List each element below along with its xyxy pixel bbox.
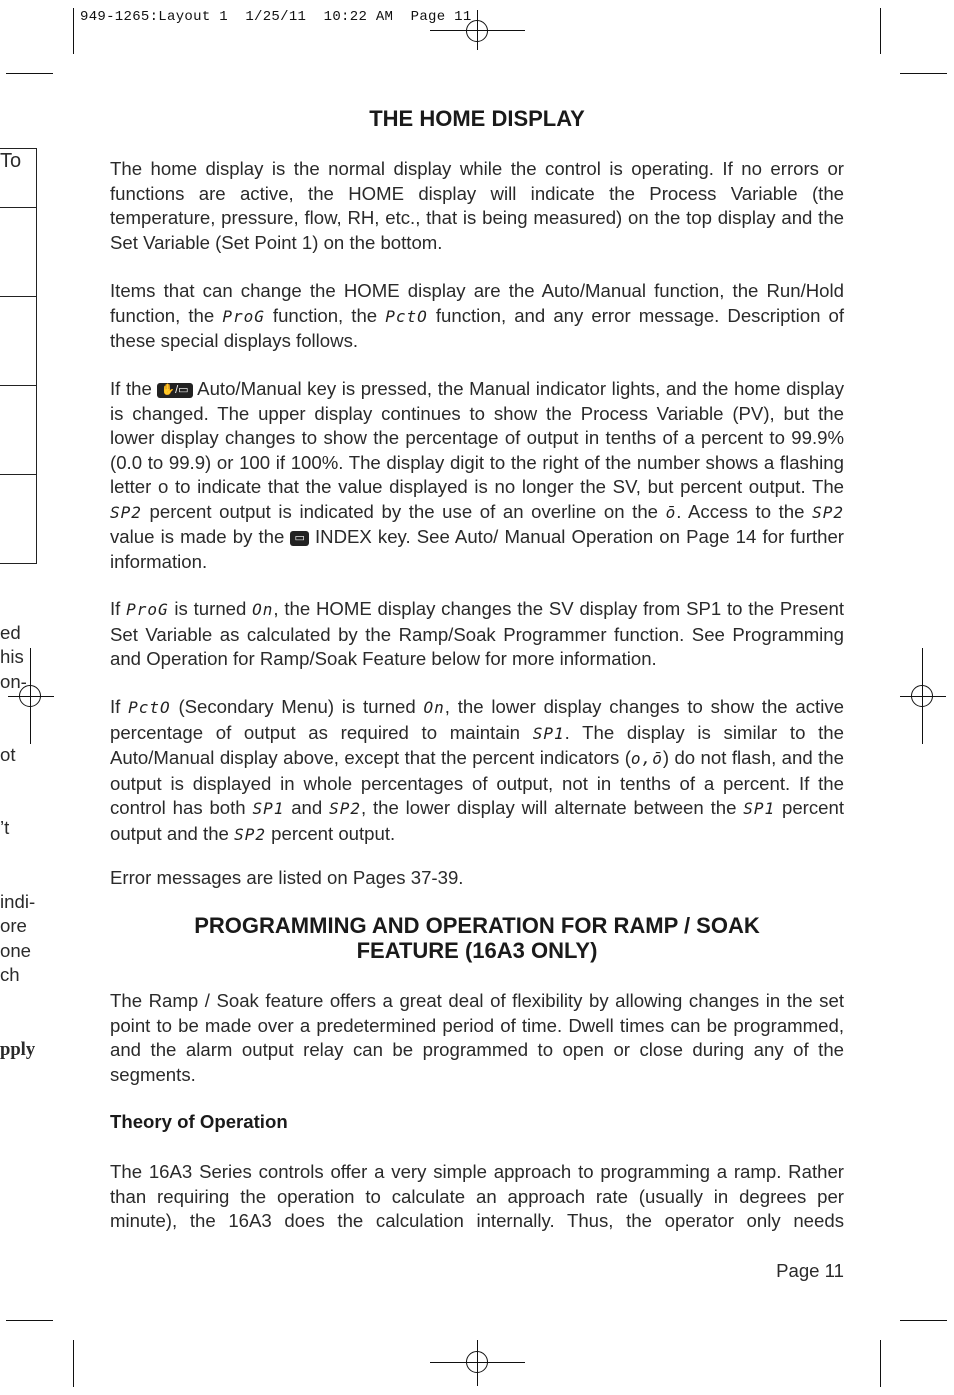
crop-mark bbox=[6, 73, 53, 74]
auto-manual-key-icon: ✋/▭ bbox=[157, 383, 192, 398]
crop-mark bbox=[880, 8, 881, 54]
margin-fragment: indi- bbox=[0, 891, 36, 912]
margin-fragment: his bbox=[0, 646, 24, 667]
margin-fragment: pply bbox=[0, 1039, 36, 1060]
lcd-text-prog: ProG bbox=[126, 600, 169, 619]
margin-table-fragment bbox=[0, 148, 37, 564]
margin-fragment: ed bbox=[0, 622, 21, 643]
subheading-theory-of-operation: Theory of Operation bbox=[110, 1111, 288, 1132]
section-title-home-display: THE HOME DISPLAY bbox=[369, 106, 585, 131]
lcd-text-on: On bbox=[423, 698, 445, 717]
lcd-text-sp1: SP1 bbox=[252, 799, 285, 818]
lcd-text-sp2: SP2 bbox=[329, 799, 361, 818]
index-key-icon: ▭ bbox=[290, 531, 308, 546]
margin-fragment: ch bbox=[0, 964, 20, 985]
margin-table-text: To bbox=[0, 150, 22, 172]
paragraph: The home display is the normal display while the control is operating. If no errors or functions are active, the HOME display will indicate the Process Variable (the temperature, pressure, flow, RH, etc., that is being measured) on the top display and the Set Variable (Set Point 1) on the bottom. bbox=[110, 158, 844, 253]
margin-fragment: ’t bbox=[0, 817, 10, 838]
margin-fragment: on- bbox=[0, 671, 27, 692]
section-title-ramp-soak: PROGRAMMING AND OPERATION FOR RAMP / SOAK FEATURE (16A3 ONLY) bbox=[194, 913, 760, 963]
registration-mark bbox=[466, 1351, 488, 1373]
lcd-text-sp1: SP1 bbox=[532, 723, 565, 743]
paragraph: Error messages are listed on Pages 37-39. bbox=[110, 867, 464, 888]
lcd-text-o-overline: ō bbox=[665, 502, 677, 522]
crop-mark bbox=[880, 1340, 881, 1387]
paragraph: If the ✋/▭ Auto/Manual key is pressed, the Manual indicator lights, and the home display is changed. The upper display continues to show the Process Variable (PV), but the lower display changes to show the percentage of output in tenths of a percent to 99.9% (0.0 to 99.9) or 100 if 100%. The display digit to the right of the number shows a flashing letter o to indicate that the value displayed is no longer the SV, but percent output. The SP2 percent output is indicated by the use of an overline on the ō. Access to the SP2 value is made by the ▭ INDEX key. See Auto/ Manual Operation on Page 14 for further information. bbox=[110, 378, 844, 572]
crop-mark bbox=[73, 1340, 74, 1387]
lcd-text-sp2: SP2 bbox=[110, 502, 142, 522]
paragraph: If ProG is turned On, the HOME display changes the SV display from SP1 to the Present Set Variable as calculated by the Ramp/Soak Programmer function. See Programming and Operation for Ramp/Soak Feature below for more information. bbox=[110, 598, 844, 669]
crop-mark bbox=[73, 8, 74, 54]
registration-mark bbox=[911, 685, 933, 707]
paragraph: The Ramp / Soak feature offers a great deal of flexibility by allowing changes in the set point to be made over a predetermined period of time. Dwell times can be programmed, and the alarm output relay can be programmed to open or close during any of the segments. bbox=[110, 990, 844, 1085]
lcd-text-pcto: PctO bbox=[385, 306, 428, 326]
lcd-text-pcto: PctO bbox=[128, 698, 171, 717]
lcd-text-sp1: SP1 bbox=[743, 799, 776, 818]
lcd-text-on: On bbox=[252, 600, 274, 619]
margin-fragment: ot bbox=[0, 744, 16, 765]
lcd-text-percent-indicators: o,ō bbox=[630, 749, 663, 768]
print-header: 949-1265:Layout 1 1/25/11 10:22 AM Page 11 bbox=[80, 9, 472, 25]
lcd-text-sp2: SP2 bbox=[234, 824, 266, 844]
lcd-text-sp2: SP2 bbox=[812, 502, 844, 522]
crop-mark bbox=[900, 73, 947, 74]
margin-fragment: ore bbox=[0, 915, 27, 936]
paragraph: If PctO (Secondary Menu) is turned On, the lower display changes to show the active percentage of output as required to maintain SP1. The display is similar to the Auto/Manual display above, except that the percent indicators (o,ō) do not flash, and the output is displayed in whole percentages of output, not in tenths of a percent. If the control has both SP1 and SP2, the lower display will alternate between the SP1 percent output and the SP2 percent output. bbox=[110, 696, 845, 844]
paragraph: Items that can change the HOME display are the Auto/Manual function, the Run/Hold function, the ProG function, the PctO function, and any error message. Description of these special displays follows. bbox=[110, 280, 844, 351]
lcd-text-prog: ProG bbox=[222, 306, 265, 326]
registration-mark bbox=[466, 20, 488, 42]
paragraph: The 16A3 Series controls offer a very simple approach to programming a ramp. Rather than requiring the operation to calculate an approach rate (usually in degrees per minute), the 16A3 does the calculation internally. Thus, the operator only needs bbox=[110, 1161, 844, 1231]
page-number: Page 11 bbox=[776, 1260, 844, 1281]
crop-mark bbox=[6, 1320, 53, 1321]
crop-mark bbox=[900, 1320, 947, 1321]
margin-fragment: one bbox=[0, 940, 32, 961]
